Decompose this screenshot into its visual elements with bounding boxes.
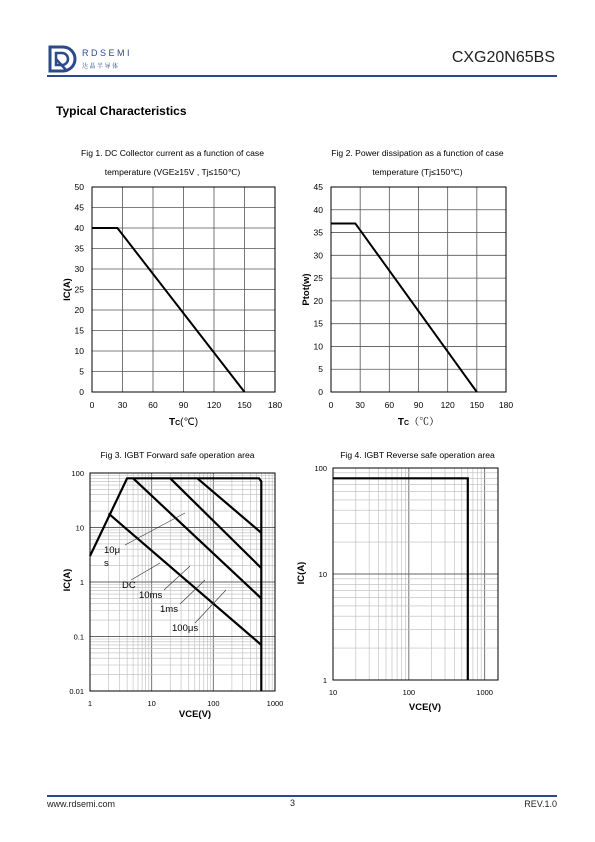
part-number: CXG20N65BS (451, 49, 555, 66)
fig3-x-tick-label: 10 (147, 699, 156, 708)
brand-name-cn: 达晶半导体 (82, 64, 120, 70)
fig4-y-tick-label: 1 (322, 676, 327, 685)
page-number: 3 (290, 798, 296, 808)
fig1-y-axis-label: IC(A) (62, 278, 73, 301)
fig3-y-tick-label: 0.01 (69, 687, 84, 696)
fig3-caption: Fig 3. IGBT Forward safe operation area (100, 450, 255, 460)
fig3-y-tick-label: 100 (71, 469, 84, 478)
fig2-y-tick-label: 20 (313, 295, 323, 306)
fig2-x-axis-label: TC（℃） (397, 417, 440, 428)
fig3-x-tick-label: 1000 (266, 699, 284, 708)
fig1-y-tick-label: 45 (74, 202, 84, 213)
fig1-y-tick-label: 40 (74, 223, 84, 233)
fig1-y-tick-label: 35 (74, 243, 84, 254)
fig3-series-line (133, 478, 261, 598)
fig4-caption: Fig 4. IGBT Reverse safe operation area (340, 450, 495, 460)
footer-website[interactable]: www.rdsemi.com (47, 799, 116, 809)
fig2-y-tick-label: 35 (313, 227, 323, 238)
fig1-caption-line2: temperature (VGE≥15V , Tj≤150℃) (104, 167, 241, 177)
fig2-y-tick-label: 5 (318, 364, 323, 375)
fig4-y-axis-label: IC(A) (296, 561, 307, 585)
fig4-y-tick-label: 100 (314, 464, 327, 473)
fig3-x-axis-label: VCE(V) (178, 709, 212, 720)
fig3-y-tick-label: 10 (75, 523, 84, 533)
fig2-y-tick-label: 15 (313, 318, 323, 329)
fig2-y-tick-label: 30 (313, 250, 323, 261)
fig1-x-tick-label: 90 (178, 400, 189, 410)
fig1-y-tick-label: 5 (79, 366, 84, 377)
fig1-x-axis-label: TC(℃) (168, 417, 199, 428)
fig1-x-tick-label: 180 (267, 400, 283, 410)
fig1-y-tick-label: 15 (74, 325, 84, 336)
fig3-curve-label: 1ms (160, 604, 178, 615)
fig2-caption-line2: temperature (Tj≤150℃) (372, 167, 463, 177)
brand-name: RDSEMI (82, 48, 133, 58)
fig2-y-tick-label: 10 (313, 341, 323, 352)
fig3-curve-label: s (104, 558, 109, 569)
section-title: Typical Characteristics (56, 104, 187, 118)
fig2-x-tick-label: 60 (384, 400, 395, 410)
fig4-x-tick-label: 100 (402, 688, 416, 697)
fig2-series-line (331, 223, 477, 392)
fig1-x-tick-label: 30 (117, 400, 128, 410)
fig2-x-tick-label: 150 (469, 400, 484, 410)
fig3-y-tick-label: 1 (79, 578, 84, 587)
fig3-x-tick-label: 1 (87, 699, 93, 708)
fig4-x-axis-label: VCE(V) (408, 702, 442, 713)
fig4-y-tick-label: 10 (318, 570, 327, 579)
fig3-curve-label: 10μ (104, 545, 121, 556)
fig3-x-tick-label: 100 (207, 699, 220, 708)
fig2-caption-line1: Fig 2. Power dissipation as a function of case (331, 148, 504, 158)
fig1-x-tick-label: 60 (148, 400, 158, 410)
fig1-x-tick-label: 0 (89, 400, 95, 410)
fig1-x-tick-label: 120 (206, 400, 222, 410)
fig1-y-tick-label: 10 (74, 346, 84, 356)
fig2-y-tick-label: 25 (313, 273, 323, 284)
fig3-y-tick-label: 0.1 (73, 632, 84, 642)
fig1-caption-line1: Fig 1. DC Collector current as a function of case (81, 148, 264, 158)
fig1-y-tick-label: 25 (74, 284, 84, 295)
fig2-y-tick-label: 0 (318, 387, 323, 397)
fig2-x-tick-label: 180 (498, 400, 514, 410)
fig3-curve-label: DC (122, 580, 136, 591)
fig1-x-tick-label: 150 (237, 400, 252, 410)
fig3-curve-label: 10ms (139, 590, 163, 601)
fig2-y-axis-label: Ptot(w) (301, 273, 312, 306)
fig1-y-tick-label: 50 (74, 182, 84, 192)
fig2-x-tick-label: 30 (355, 400, 365, 410)
fig3-leader-line (164, 566, 190, 590)
fig2-y-tick-label: 45 (313, 182, 323, 192)
fig3-curve-label: 100μs (172, 623, 199, 634)
fig4-x-tick-label: 1000 (476, 688, 493, 697)
fig2-x-tick-label: 0 (328, 400, 334, 410)
fig1-y-tick-label: 0 (79, 387, 84, 397)
footer-divider (47, 795, 557, 797)
footer-revision: REV.1.0 (524, 799, 557, 809)
fig4-x-tick-label: 10 (328, 688, 338, 697)
fig2-x-tick-label: 90 (413, 400, 424, 410)
fig3-y-axis-label: IC(A) (62, 568, 73, 592)
fig3-leader-line (125, 513, 185, 545)
fig2-x-tick-label: 120 (440, 400, 455, 410)
fig2-y-tick-label: 40 (313, 204, 323, 215)
fig3-series-line (197, 478, 261, 533)
fig1-y-tick-label: 30 (74, 264, 84, 274)
fig1-y-tick-label: 20 (74, 305, 84, 315)
